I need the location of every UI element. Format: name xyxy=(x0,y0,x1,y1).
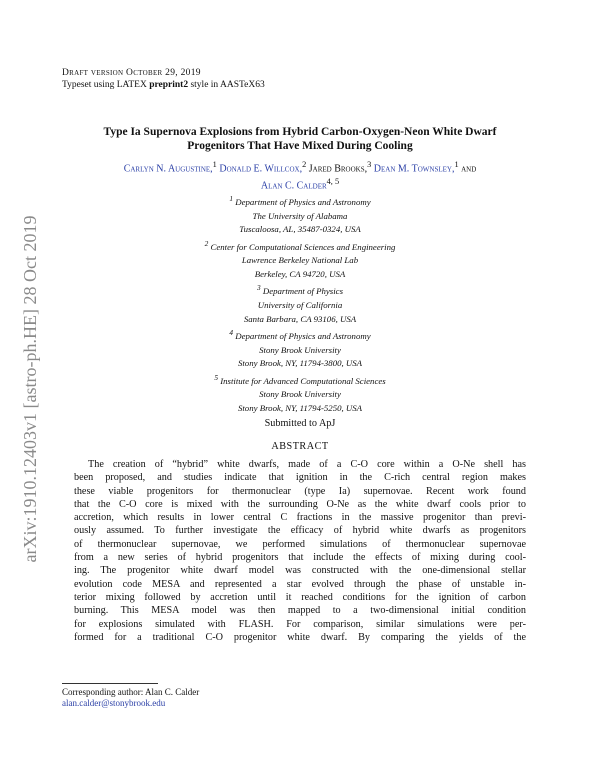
affiliation-line: Tuscaloosa, AL, 35487-0324, USA xyxy=(239,224,361,235)
submitted-note: Submitted to ApJ xyxy=(264,418,336,429)
affiliation-line: $^5$ Institute for Advanced Computational Sciences xyxy=(214,372,386,386)
abstract-line: formed for a traditional C-O progenitor white dwarf. By comparing the yields of the xyxy=(74,631,526,643)
author-willcox[interactable]: Donald E. Willcox, xyxy=(219,163,303,175)
draft-version: Draft version October 29, 2019 xyxy=(62,68,201,78)
author-and: and xyxy=(461,163,477,175)
author-email-link[interactable]: alan.calder@stonybrook.edu xyxy=(62,698,166,708)
author-brooks: Jared Brooks, xyxy=(308,163,368,175)
affiliation-line: $^3$ Department of Physics xyxy=(256,283,343,297)
abstract-line: ing. The progenitor white dwarf model was constructed with the one-dimensional stellar xyxy=(74,565,526,577)
affiliation-line: University of California xyxy=(257,299,343,310)
abstract-line: evolution code MESA and represented a star evolved through the phase of unstable in- xyxy=(74,578,526,590)
author-sup: 1 xyxy=(212,160,217,169)
abstract-line: been proposed, and studies indicate that ignition in the C-rich central region makes xyxy=(74,472,526,484)
abstract-line: these viable progenitors for thermonuclear (type Ia) supernovae. Recent work found xyxy=(74,485,526,497)
abstract-line: burning. This MESA model was then mapped to a two-dimensional initial condition xyxy=(74,605,526,617)
paper-title xyxy=(40,125,560,153)
corresponding-author xyxy=(62,687,199,709)
abstract-line: terior mixing followed by accretion until it reached conditions for the ignition of carbon xyxy=(74,591,526,603)
author-sup: 2 xyxy=(302,160,307,169)
author-sup: 3 xyxy=(367,160,372,169)
title-line-2: Progenitors That Have Mixed During Cooling xyxy=(187,140,413,152)
author-augustine[interactable]: Carlyn N. Augustine, xyxy=(123,163,213,175)
abstract-line: from a new series of hybrid progenitors that include the effects of mixing during cool- xyxy=(74,552,526,564)
author-townsley[interactable]: Dean M. Townsley, xyxy=(373,163,455,175)
affiliation-line: Lawrence Berkeley National Lab xyxy=(241,255,359,266)
affiliations xyxy=(100,192,500,416)
abstract-line: for explosions simulated with FLASH. For comparison, similar simulations were per- xyxy=(74,618,526,630)
abstract-body xyxy=(74,458,526,644)
footnote-rule xyxy=(62,683,158,684)
abstract-line: that the C-O core is mixed with the surrounding O-Ne as the white dwarf cools prior to xyxy=(74,498,526,510)
affiliation-line: $^2$ Center for Computational Sciences and Engineering xyxy=(204,238,396,252)
latex-logo: LATEX xyxy=(116,80,147,90)
abstract-line: ously assumed. To further investigate the efficacy of hybrid white dwarfs as progenitors xyxy=(74,525,526,537)
affiliation-line: Stony Brook, NY, 11794-5250, USA xyxy=(237,402,363,413)
affiliation-line: $^1$ Department of Physics and Astronomy xyxy=(229,194,371,207)
affiliation-line: The University of Alabama xyxy=(252,210,348,221)
abstract-line: accretion, which results in lower central C fractions in the massive progenitor than previ- xyxy=(74,512,526,524)
abstract-line: The creation of “hybrid” white dwarfs, made of a C-O core within a O-Ne shell has xyxy=(88,459,526,470)
affiliation-line: $^4$ Department of Physics and Astronomy xyxy=(229,328,371,342)
typeset-suffix: style in AASTeX63 xyxy=(188,80,265,90)
author-sup: 4, 5 xyxy=(326,177,340,187)
arxiv-sidebar-stamp: arXiv:1910.12403v1 [astro-ph.HE] 28 Oct 2019 xyxy=(20,215,40,563)
affiliation-line: Santa Barbara, CA 93106, USA xyxy=(243,313,357,324)
author-calder[interactable]: Alan C. Calder xyxy=(260,180,327,192)
author-sup: 1 xyxy=(454,160,459,169)
abstract-line: of thermonuclear supernovae, we performed simulations of thermonuclear supernovae xyxy=(74,538,526,550)
typeset-prefix: Typeset using xyxy=(62,80,117,90)
affiliation-line: Stony Brook University xyxy=(259,344,341,355)
affiliation-line: Stony Brook, NY, 11794-3800, USA xyxy=(237,358,363,369)
typeset-style: preprint2 xyxy=(149,80,189,90)
typeset-line xyxy=(62,80,265,90)
abstract-heading: ABSTRACT xyxy=(271,441,329,452)
title-line-1: Type Ia Supernova Explosions from Hybrid Carbon-Oxygen-Neon White Dwarf xyxy=(103,126,497,138)
corresponding-label: Corresponding author: Alan C. Calder xyxy=(62,687,200,697)
affiliation-line: Berkeley, CA 94720, USA xyxy=(254,268,346,279)
affiliation-line: Stony Brook University xyxy=(259,389,341,400)
author-list xyxy=(40,158,560,193)
